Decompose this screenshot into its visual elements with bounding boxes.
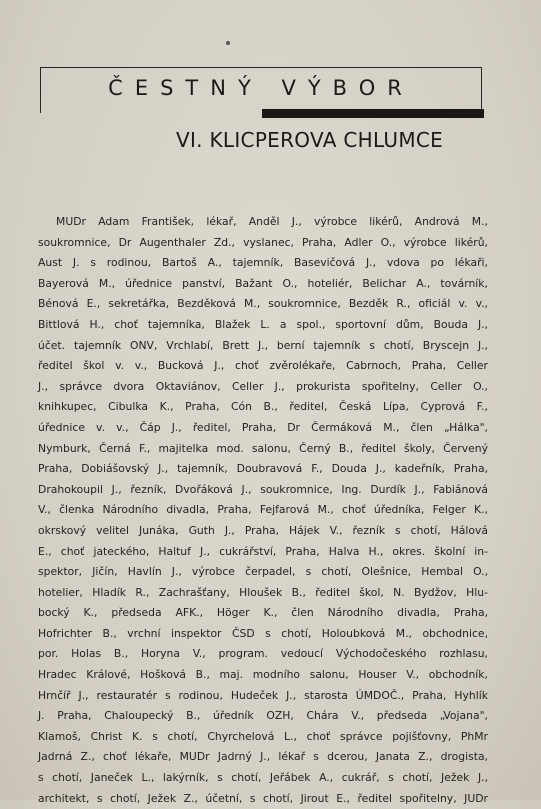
body-text-line: Nymburk, Černá F., majitelka mod. salonu, Černý B., ředitel školy, Červený [38,441,488,455]
body-text-line: bocký K., předseda AFK., Höger K., člen Národního divadla, Praha, [38,606,488,620]
header-underline-bar [262,109,484,118]
body-text-line: E., choť jateckého, Haltuf J., cukrářství, Praha, Halva H., okres. školní in- [38,544,488,558]
body-text-line: Klamoš, Christ K. s chotí, Chyrchelová L., choť správce pojišťovny, PhMr [38,729,488,743]
body-text-line: Bittlová H., choť tajemníka, Blažek L. a spol., sportovní dům, Bouda J., [38,317,488,331]
body-text-line: architekt, s chotí, Ježek Z., účetní, s chotí, Jirout E., ředitel spořitelny, JUDr [38,791,488,805]
page-subtitle: VI. KLICPEROVA CHLUMCE [176,128,444,152]
body-text-line: spektor, Jičín, Havlín J., výrobce čerpadel, s chotí, Olešnice, Hembal O., [38,565,488,579]
body-text-line: ředitel škol v. v., Bucková J., choť zvěrolékaře, Cabrnoch, Praha, Celler [38,359,488,373]
body-text-line: Drahokoupil J., řezník, Dvořáková J., soukromnice, Ing. Durdík J., Fabiánová [38,482,488,496]
body-text-line: úřednice v. v., Čáp J., ředitel, Praha, Dr Čermáková M., člen „Hálka", [38,420,488,434]
honorary-committee-list [38,212,488,809]
body-text-line: Praha, Dobiášovský J., tajemník, Doubravová F., Douda J., kadeřník, Praha, [38,462,488,476]
body-text-line: účet. tajemník ONV, Vrchlabí, Brett J., berní tajemník s chotí, Bryscejn J., [38,338,488,352]
ink-dot [226,41,230,45]
body-text-line: J., správce dvora Oktaviánov, Celler J., prokurista spořitelny, Celler O., [38,379,488,393]
body-text-line: por. Holas B., Horyna V., program. vedoucí Východočeského rozhlasu, [38,647,488,661]
body-text-line: hotelier, Hladík R., Zachrašťany, Hloušek B., ředitel škol, N. Bydžov, Hlu- [38,585,488,599]
body-text-line: V., členka Národního divadla, Praha, Fejfarová M., choť úředníka, Felger K., [38,503,488,517]
body-text-line: Bénová E., sekretářka, Bezděková M., soukromnice, Bezděk R., oficiál v. v., [38,297,488,311]
body-text-line: Jadrná Z., choť lékaře, MUDr Jadrný J., lékař s dcerou, Janata Z., drogista, [38,750,488,764]
body-text-line: soukromnice, Dr Augenthaler Zd., vyslanec, Praha, Adler O., výrobce likérů, [38,235,488,249]
body-text-line: Hofrichter B., vrchní inspektor ČSD s chotí, Holoubková M., obchodnice, [38,626,488,640]
body-text-line: okrskový velitel Junáka, Guth J., Praha, Hájek V., řezník s chotí, Hálová [38,523,488,537]
body-text-line: knihkupec, Cibulka K., Praha, Cón B., ředitel, Česká Lípa, Cyprová F., [38,400,488,414]
body-text-line: Aust J. s rodinou, Bartoš A., tajemník, Basevičová J., vdova po lékaři, [38,256,488,270]
body-text-line: MUDr Adam František, lékař, Anděl J., výrobce likérů, Andrová M., [56,215,488,228]
page-title: ČESTNÝ VÝBOR [108,76,414,100]
body-text-line: Hradec Králové, Hošková B., maj. modního salonu, Houser V., obchodník, [38,668,488,682]
body-text-line: J. Praha, Chaloupecký B., úředník OZH, Chára V., předseda „Vojana", [38,709,488,723]
body-text-line: s chotí, Janeček L., lakýrník, s chotí, Jeřábek A., cukrář, s chotí, Ježek J., [38,771,488,785]
body-text-line: Hrnčíř J., restauratér s rodinou, Hudeček J., starosta ÚMDOČ., Praha, Hyhlík [38,688,488,702]
body-text-line: Bayerová M., úřednice panství, Bažant O., hoteliér, Belichar A., továrník, [38,276,488,290]
